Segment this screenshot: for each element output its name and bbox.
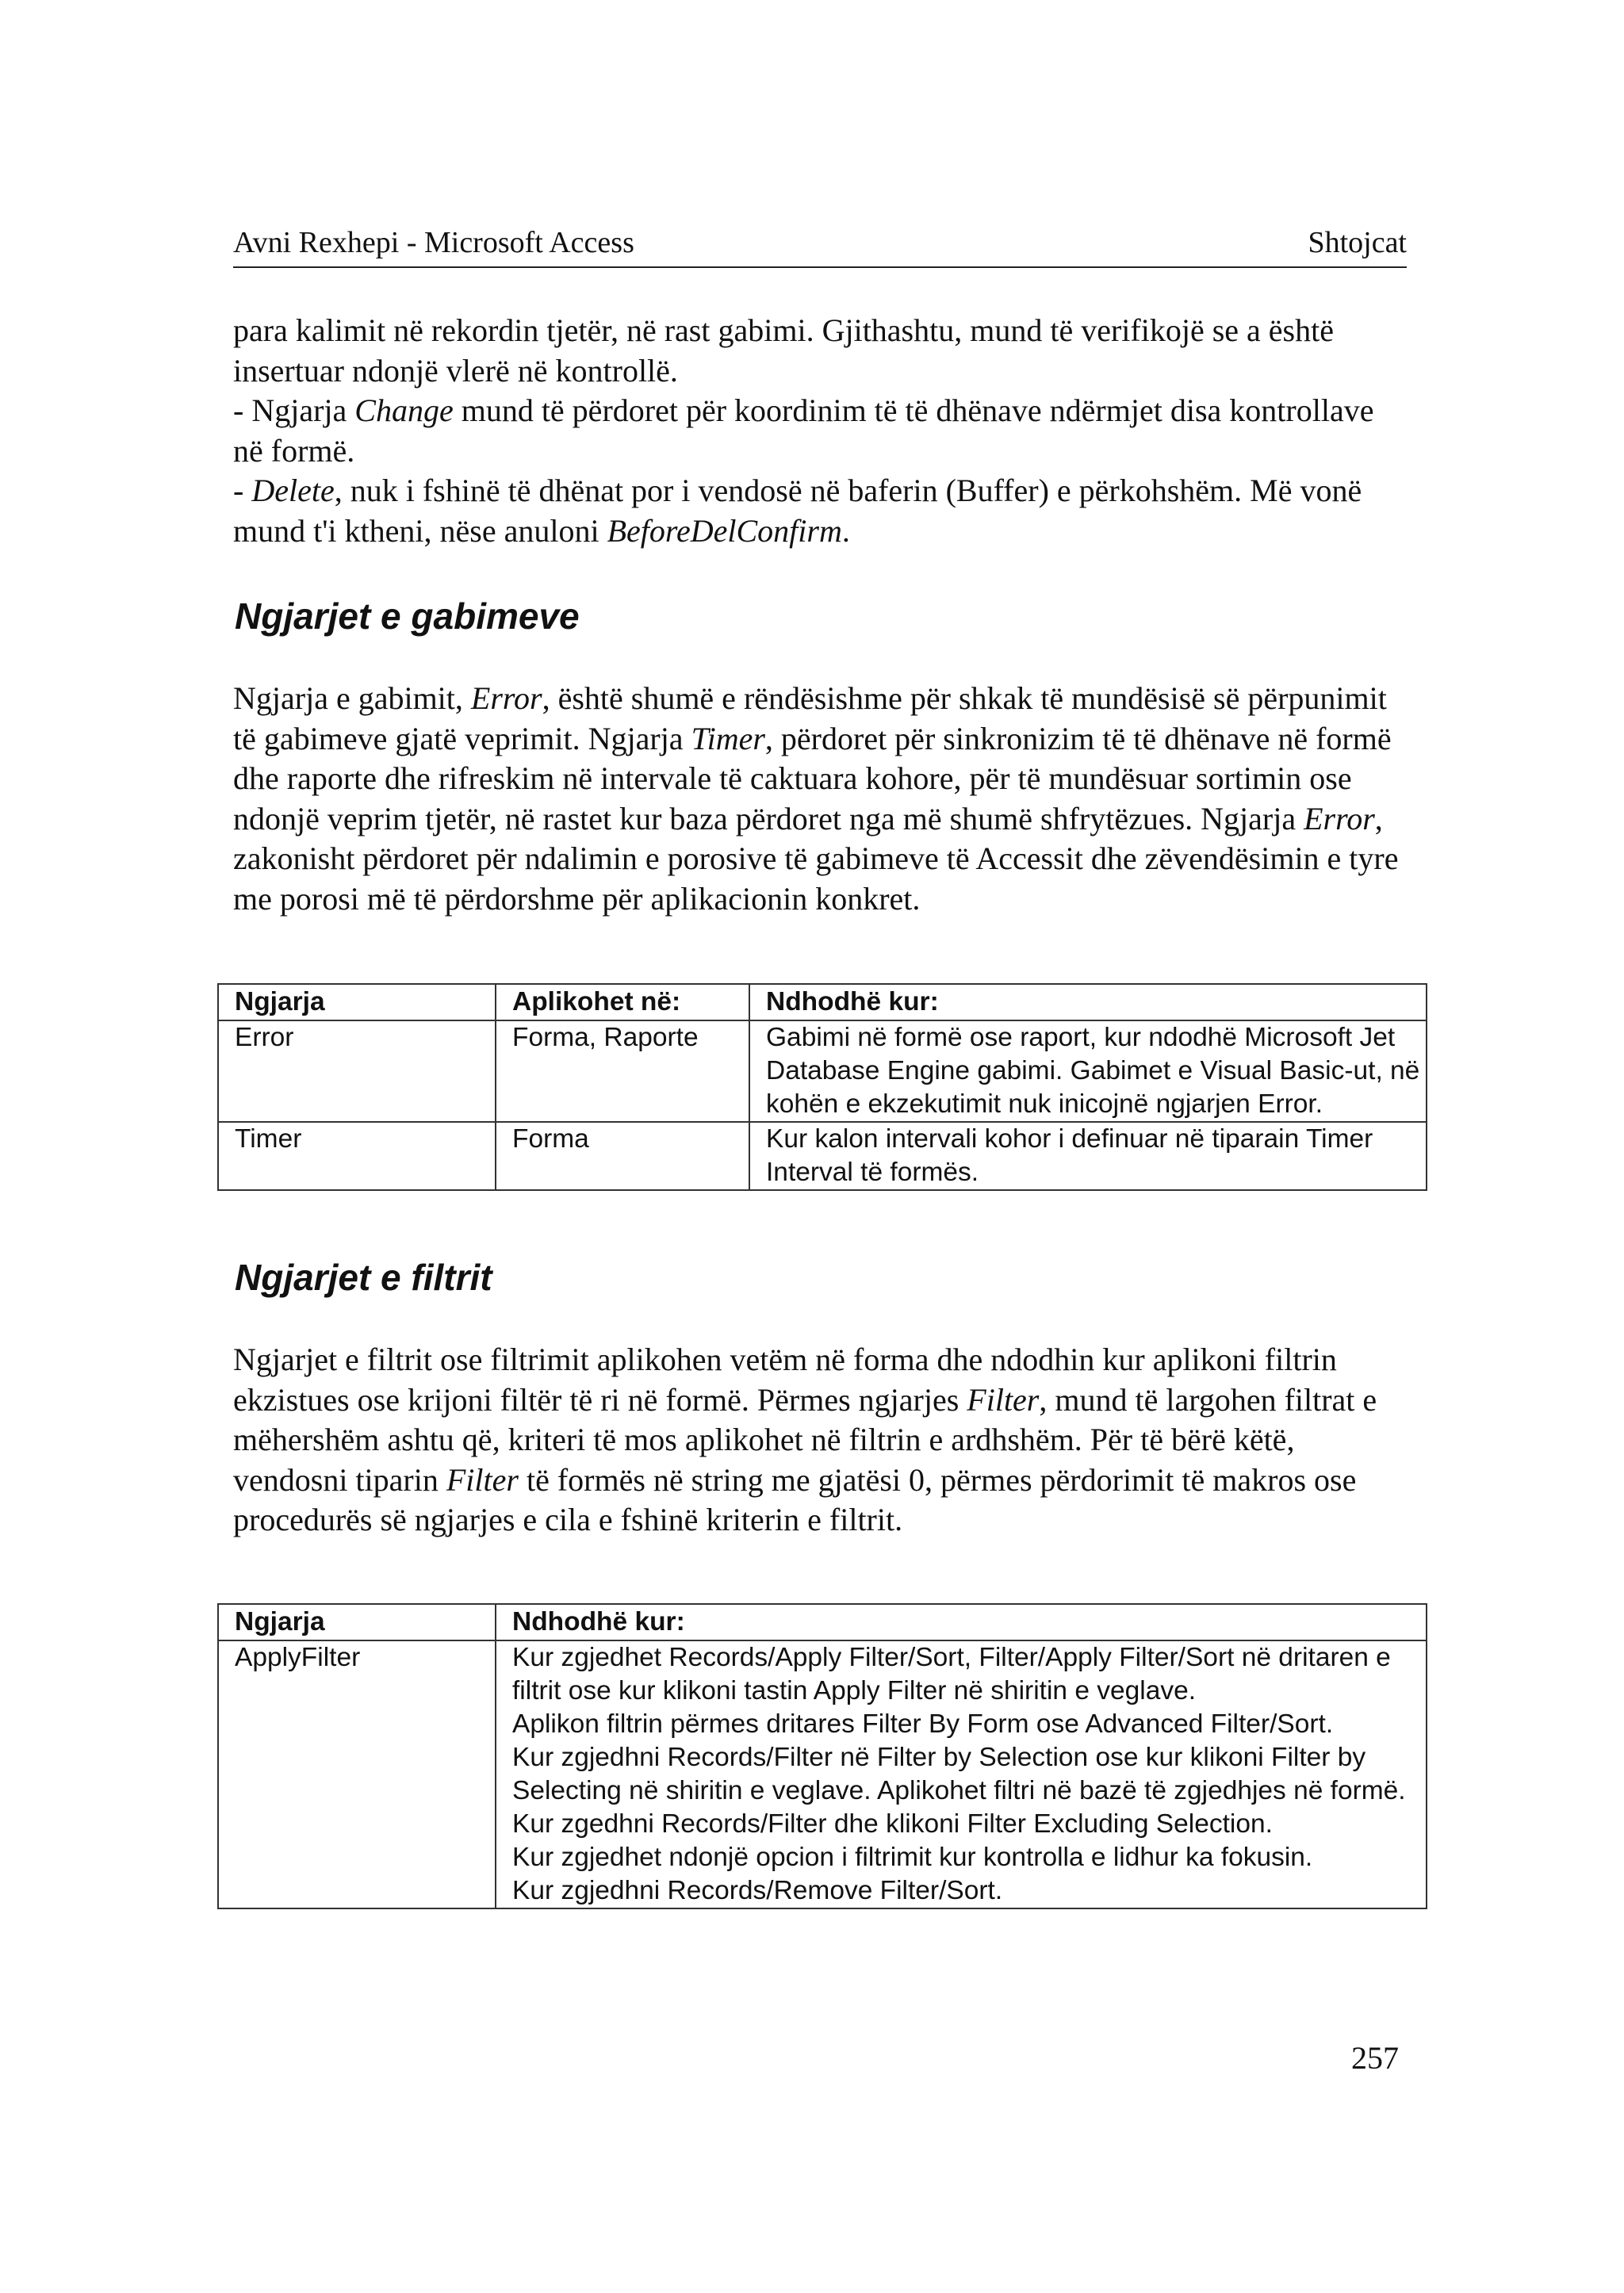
table-cell: Forma [496, 1122, 749, 1190]
errors-paragraph: Ngjarja e gabimit, Error, është shumë e rëndësishme për shkak të mundësisë së përpunimit të gabimeve gjatë veprimit. Ngjarja Timer, përdoret për sinkronizim të të dhënave në formë dhe raporte dhe rifreskim në intervale të caktuara kohore, për të mundësuar sortimin ose ndonjë veprim tjetër, në rastet kur baza përdoret nga më shumë shfrytëzues. Ngjarja Error, zakonisht përdoret për ndalimin e porosive të gabimeve të Accessit dhe zëvendësimin e tyre me porosi më të përdorshme për aplikacionin konkret. [233, 680, 1399, 917]
intro-paragraph [233, 311, 1407, 551]
column-header: Ngjarja [218, 984, 496, 1020]
column-header: Ndhodhë kur: [749, 984, 1427, 1020]
table-row [218, 1020, 1427, 1122]
table-row [218, 1122, 1427, 1190]
running-header [233, 225, 1407, 268]
intro-line-2: - Ngjarja Change mund të përdoret për koordinim të të dhënave ndërmjet disa kontrollave në formë. [233, 392, 1374, 469]
intro-line-3: - Delete, nuk i fshinë të dhënat por i vendosë në baferin (Buffer) e përkohshëm. Më vonë mund t'i ktheni, nëse anuloni BeforeDelConfirm. [233, 473, 1362, 549]
column-header: Aplikohet në: [496, 984, 749, 1020]
table-header-row [218, 984, 1427, 1020]
table-cell: Kur kalon intervali kohor i definuar në tiparain Timer Interval të formës. [749, 1122, 1427, 1190]
column-header: Ngjarja [218, 1604, 496, 1640]
table-row [218, 1640, 1427, 1908]
page-number: 257 [1351, 2040, 1399, 2076]
table-cell: Timer [218, 1122, 496, 1190]
filter-table [217, 1603, 1427, 1909]
intro-line-1: para kalimit në rekordin tjetër, në rast gabimi. Gjithashtu, mund të verifikojë se a është insertuar ndonjë vlerë në kontrollë. [233, 312, 1334, 389]
table-cell: Error [218, 1020, 496, 1122]
header-section: Shtojcat [1308, 226, 1407, 259]
section-heading-filter: Ngjarjet e filtrit [235, 1257, 492, 1298]
section-heading-errors: Ngjarjet e gabimeve [235, 595, 580, 637]
header-author-title: Avni Rexhepi - Microsoft Access [233, 226, 634, 259]
errors-table [217, 983, 1427, 1191]
filter-paragraph: Ngjarjet e filtrit ose filtrimit aplikohen vetëm në forma dhe ndodhin kur aplikoni filtrin ekzistues ose krijoni filtër të ri në formë. Përmes ngjarjes Filter, mund të largohen filtrat e mëhershëm ashtu që, kriteri të mos aplikohet në filtrin e ardhshëm. Për të bërë këtë, vendosni tiparin Filter të formës në string me gjatësi 0, përmes përdorimit të makros ose procedurës së ngjarjes e cila e fshinë kriterin e filtrit. [233, 1342, 1377, 1537]
table-cell: Gabimi në formë ose raport, kur ndodhë Microsoft Jet Database Engine gabimi. Gabimet e Visual Basic-ut, në kohën e ekzekutimit nuk inicojnë ngjarjen Error. [749, 1020, 1427, 1122]
table-cell: ApplyFilter [218, 1640, 496, 1908]
table-header-row [218, 1604, 1427, 1640]
table-cell: Kur zgjedhet Records/Apply Filter/Sort, Filter/Apply Filter/Sort në dritaren e filtrit ose kur klikoni tastin Apply Filter në shiritin e veglave. Aplikon filtrin përmes dritares Filter By Form ose Advanced Filter/Sort. Kur zgjedhni Records/Filter në Filter by Selection ose kur klikoni Filter by Selecting në shiritin e veglave. Aplikohet filtri në bazë të zgjedhjes në formë. Kur zgedhni Records/Filter dhe klikoni Filter Excluding Selection. Kur zgjedhet ndonjë opcion i filtrimit kur kontrolla e lidhur ka fokusin. Kur zgjedhni Records/Remove Filter/Sort. [496, 1640, 1427, 1908]
table-cell: Forma, Raporte [496, 1020, 749, 1122]
column-header: Ndhodhë kur: [496, 1604, 1427, 1640]
